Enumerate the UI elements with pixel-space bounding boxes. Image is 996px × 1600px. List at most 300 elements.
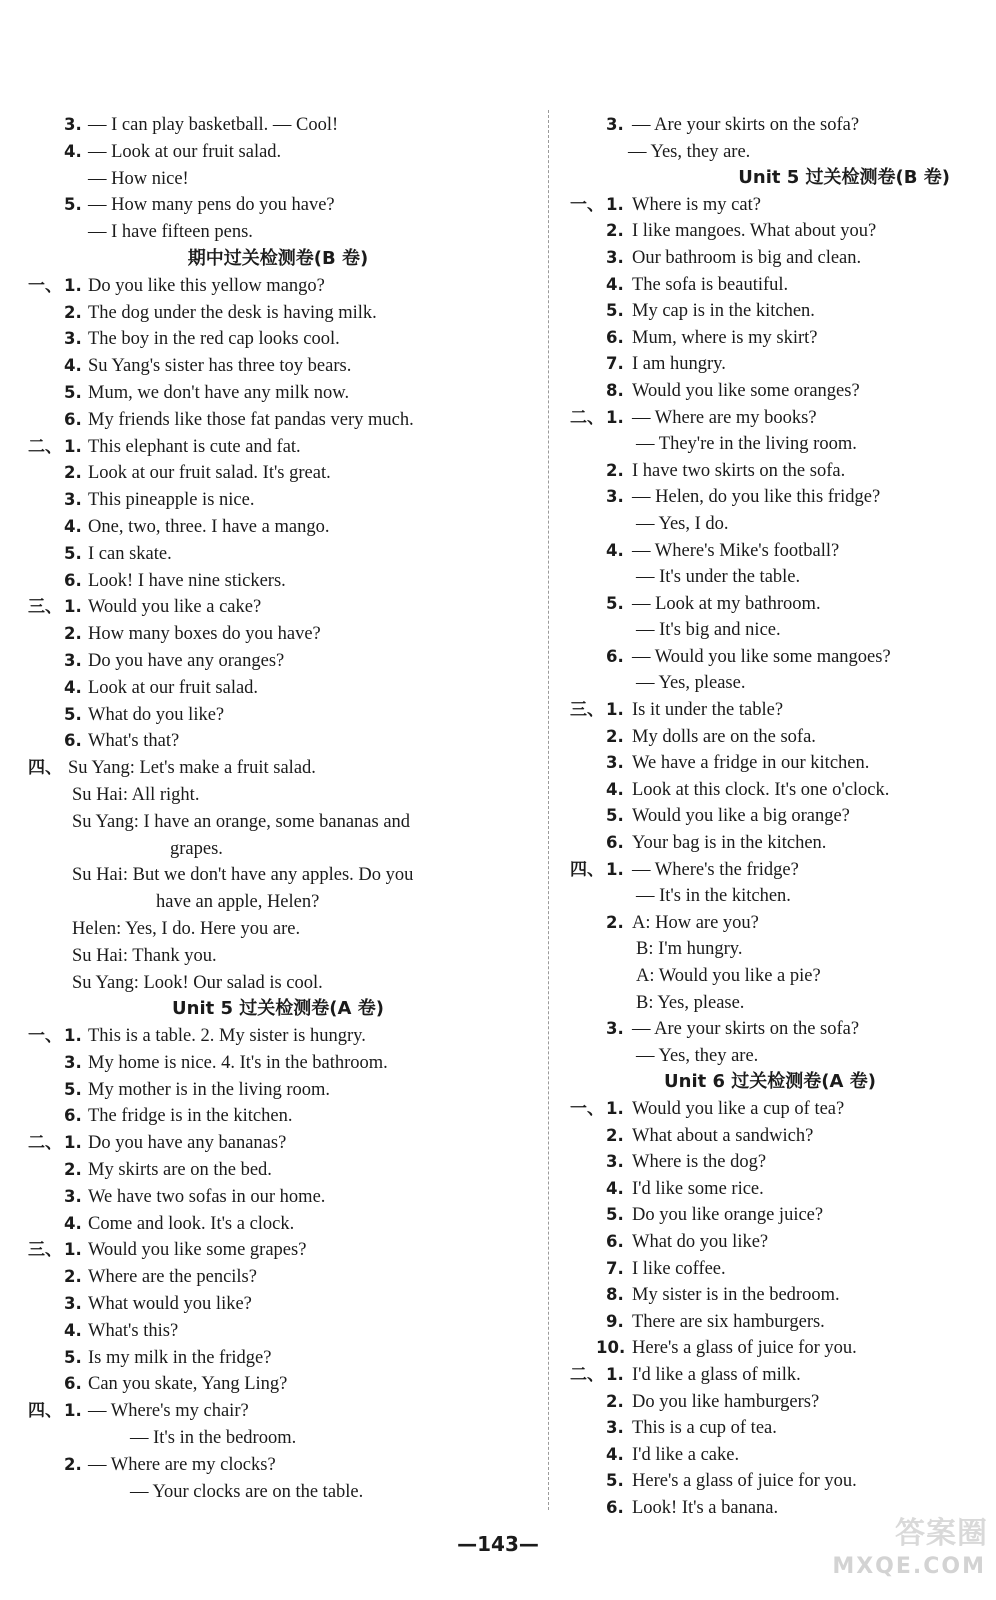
answer-line (28, 836, 528, 863)
part-label: 二、 (28, 436, 62, 457)
answer-line (570, 325, 970, 352)
answer-text: Do you like hamburgers? (632, 1391, 820, 1412)
answer-text: Su Hai: But we don't have any apples. Do you (72, 865, 414, 886)
answer-line (28, 1184, 528, 1211)
item-number: 3. (64, 1052, 82, 1072)
answer-line (28, 1291, 528, 1318)
answer-line (28, 273, 528, 300)
answer-text: This is a cup of tea. (632, 1418, 777, 1439)
item-number: 1. (64, 1240, 82, 1260)
part-label: 一、 (28, 1026, 62, 1047)
answer-text: Su Yang: Let's make a fruit salad. (68, 758, 316, 779)
answer-text: Look! I have nine stickers. (88, 570, 286, 591)
answer-text: My skirts are on the bed. (88, 1160, 272, 1181)
item-number: 3. (606, 753, 624, 773)
answer-line (28, 1237, 528, 1264)
answer-line (570, 857, 970, 884)
answer-text: — Are your skirts on the sofa? (632, 115, 860, 135)
answer-text: — Where's Mike's football? (632, 540, 840, 561)
answer-text: What's that? (88, 731, 180, 752)
item-number: 2. (64, 1454, 82, 1474)
answer-line (28, 166, 528, 193)
answer-line (28, 1103, 528, 1130)
answer-text: What about a sandwich? (632, 1125, 814, 1146)
item-number: 4. (606, 1444, 624, 1464)
answer-line (570, 1335, 970, 1362)
answer-text: My cap is in the kitchen. (632, 301, 815, 322)
part-label: 一、 (28, 275, 62, 296)
answer-text: B: I'm hungry. (636, 939, 743, 960)
answer-text: A: How are you? (632, 912, 759, 933)
item-number: 4. (606, 274, 624, 294)
answer-line (570, 1309, 970, 1336)
answer-line (28, 407, 528, 434)
answer-text: — Where are my clocks? (88, 1454, 276, 1475)
answer-text: Would you like some oranges? (632, 380, 860, 401)
answer-line (570, 750, 970, 777)
answer-text: Where is my cat? (632, 194, 761, 215)
answer-text: The sofa is beautiful. (632, 274, 789, 295)
item-number: 4. (64, 141, 82, 161)
answer-text: Your bag is in the kitchen. (632, 833, 827, 854)
answer-line (570, 1176, 970, 1203)
answer-text: Su Yang: I have an orange, some bananas and (72, 811, 411, 832)
section-title (28, 996, 528, 1023)
answer-line (28, 755, 528, 782)
item-number: 2. (606, 1125, 624, 1145)
item-number: 3. (606, 1019, 624, 1039)
part-label: 四、 (28, 1401, 62, 1422)
answer-line (570, 1389, 970, 1416)
answer-line (28, 353, 528, 380)
answer-text: Come and look. It's a clock. (88, 1213, 295, 1234)
item-number: 5. (64, 195, 82, 215)
section-heading: Unit 5 过关检测卷(A 卷) (172, 998, 384, 1020)
answer-text: I like mangoes. What about you? (632, 221, 877, 242)
answer-text: My home is nice. 4. It's in the bathroom. (88, 1052, 388, 1073)
answer-text: My sister is in the bedroom. (632, 1285, 840, 1306)
item-number: 5. (64, 1347, 82, 1367)
answer-text: — Yes, they are. (636, 1045, 759, 1066)
answer-text: What do you like? (88, 704, 225, 725)
answer-text: My dolls are on the sofa. (632, 726, 816, 747)
answer-text: — I can play basketball. — Cool! (88, 115, 339, 135)
answer-line (570, 538, 970, 565)
answer-text: Would you like some grapes? (88, 1240, 307, 1261)
part-label: 四、 (28, 758, 62, 779)
answer-line (28, 728, 528, 755)
item-number: 6. (64, 409, 82, 429)
answer-text: — It's in the kitchen. (636, 886, 791, 907)
item-number: 1. (64, 275, 82, 295)
answer-text: Su Hai: All right. (72, 784, 200, 805)
answer-line (570, 963, 970, 990)
section-title (28, 246, 528, 273)
part-label: 一、 (570, 194, 604, 215)
answer-line (28, 568, 528, 595)
item-number: 2. (606, 1391, 624, 1411)
answer-line (28, 702, 528, 729)
answer-line (570, 1016, 970, 1043)
item-number: 5. (64, 704, 82, 724)
item-number: 1. (64, 1401, 82, 1421)
item-number: 1. (64, 1133, 82, 1153)
answer-text: Can you skate, Yang Ling? (88, 1374, 288, 1395)
part-label: 一、 (570, 1098, 604, 1119)
answer-text: My friends like those fat pandas very much. (88, 409, 414, 430)
answer-text: I like coffee. (632, 1258, 726, 1279)
item-number: 6. (64, 570, 82, 590)
item-number: 1. (606, 407, 624, 427)
answer-text: Is my milk in the fridge? (88, 1347, 272, 1368)
left-column (28, 112, 528, 1505)
answer-text: — Helen, do you like this fridge? (632, 487, 881, 508)
answer-line (570, 1149, 970, 1176)
item-number: 6. (606, 327, 624, 347)
section-title (570, 1069, 970, 1096)
answer-line (28, 594, 528, 621)
answer-line (570, 697, 970, 724)
answer-text: Where are the pencils? (88, 1267, 257, 1288)
item-number: 3. (64, 1294, 82, 1314)
item-number: 2. (64, 463, 82, 483)
answer-line (28, 487, 528, 514)
answer-text: Would you like a cup of tea? (632, 1098, 845, 1119)
item-number: 4. (64, 677, 82, 697)
answer-line (28, 1318, 528, 1345)
item-number: 3. (606, 115, 624, 134)
answer-line (28, 1398, 528, 1425)
answer-line (28, 1264, 528, 1291)
item-number: 6. (606, 1497, 624, 1517)
answer-line (28, 300, 528, 327)
answer-text: I have two skirts on the sofa. (632, 460, 846, 481)
item-number: 5. (64, 543, 82, 563)
item-number: 3. (64, 1186, 82, 1206)
answer-line (570, 112, 970, 139)
item-number: 1. (64, 1026, 82, 1046)
answer-line (28, 916, 528, 943)
item-number: 1. (64, 597, 82, 617)
item-number: 3. (606, 1152, 624, 1172)
part-label: 二、 (570, 1364, 604, 1385)
item-number: 2. (64, 1267, 82, 1287)
column-divider (548, 110, 549, 1510)
answer-text: — Yes, they are. (628, 141, 751, 162)
answer-line (570, 272, 970, 299)
item-number: 6. (606, 833, 624, 853)
answer-text: I am hungry. (632, 354, 726, 375)
answer-text: — Yes, I do. (636, 513, 729, 534)
item-number: 1. (606, 700, 624, 720)
answer-text: Here's a glass of juice for you. (632, 1338, 857, 1359)
answer-line (28, 1211, 528, 1238)
item-number: 4. (606, 779, 624, 799)
item-number: 4. (64, 516, 82, 536)
answer-text: Look! It's a banana. (632, 1497, 779, 1518)
item-number: 1. (606, 1098, 624, 1118)
item-number: 6. (64, 731, 82, 751)
item-number: 10. (596, 1338, 626, 1358)
answer-text: — I have fifteen pens. (88, 222, 253, 243)
answer-line (570, 1442, 970, 1469)
answer-line (570, 1415, 970, 1442)
answer-line (570, 1468, 970, 1495)
answer-text: What would you like? (88, 1294, 252, 1315)
answer-text: What's this? (88, 1320, 179, 1341)
answer-text: Is it under the table? (632, 700, 784, 721)
item-number: 2. (606, 726, 624, 746)
section-heading: Unit 6 过关检测卷(A 卷) (664, 1071, 876, 1093)
answer-line (570, 1202, 970, 1229)
answer-text: We have two sofas in our home. (88, 1186, 326, 1207)
answer-line (28, 889, 528, 916)
answer-text: — Would you like some mangoes? (632, 646, 891, 667)
answer-line (570, 218, 970, 245)
answer-line (28, 1425, 528, 1452)
answer-line (28, 326, 528, 353)
answer-line (28, 675, 528, 702)
item-number: 4. (606, 1178, 624, 1198)
answer-text: Do you have any bananas? (88, 1133, 287, 1154)
answer-line (28, 1077, 528, 1104)
answer-text: I can skate. (88, 543, 172, 564)
part-label: 三、 (28, 597, 62, 618)
answer-line (28, 943, 528, 970)
item-number: 2. (64, 302, 82, 322)
answer-text: How many boxes do you have? (88, 624, 321, 645)
answer-line (570, 1229, 970, 1256)
answer-text: — Look at my bathroom. (632, 593, 821, 614)
answer-text: — They're in the living room. (636, 434, 857, 455)
answer-line (28, 541, 528, 568)
item-number: 7. (606, 354, 624, 374)
item-number: 8. (606, 380, 624, 400)
answer-line (28, 621, 528, 648)
answer-line (570, 511, 970, 538)
item-number: 4. (64, 1213, 82, 1233)
answer-line (28, 434, 528, 461)
answer-text: Our bathroom is big and clean. (632, 247, 862, 268)
answer-line (28, 380, 528, 407)
section-title (570, 165, 970, 192)
answer-line (570, 405, 970, 432)
answer-line (28, 1479, 528, 1506)
answer-line (570, 1043, 970, 1070)
section-heading: Unit 5 过关检测卷(B 卷) (738, 167, 950, 189)
answer-text: Su Hai: Thank you. (72, 945, 217, 966)
answer-text: I'd like some rice. (632, 1178, 764, 1199)
answer-line (570, 1256, 970, 1283)
item-number: 5. (606, 1205, 624, 1225)
answer-text: My mother is in the living room. (88, 1079, 331, 1100)
answer-text: Helen: Yes, I do. Here you are. (72, 918, 301, 939)
answer-line (570, 803, 970, 830)
answer-line (570, 777, 970, 804)
part-label: 三、 (28, 1240, 62, 1261)
answer-line (570, 458, 970, 485)
answer-text: Do you have any oranges? (88, 650, 285, 671)
answer-line (28, 1023, 528, 1050)
answer-line (570, 192, 970, 219)
watermark-logo: 答案圈 (895, 1516, 988, 1551)
item-number: 5. (64, 1079, 82, 1099)
item-number: 2. (606, 460, 624, 480)
answer-line (28, 1371, 528, 1398)
answer-text: What do you like? (632, 1231, 769, 1252)
answer-line (28, 1130, 528, 1157)
item-number: 3. (64, 329, 82, 349)
item-number: 4. (64, 1320, 82, 1340)
answer-text: grapes. (170, 838, 223, 859)
item-number: 5. (606, 806, 624, 826)
answer-line (28, 112, 528, 139)
answer-line (570, 1282, 970, 1309)
answer-line (570, 936, 970, 963)
answer-line (28, 648, 528, 675)
answer-text: — It's in the bedroom. (130, 1428, 297, 1449)
item-number: 5. (606, 593, 624, 613)
answer-line (570, 1123, 970, 1150)
item-number: 6. (606, 646, 624, 666)
answer-line (28, 192, 528, 219)
answer-text: Su Yang's sister has three toy bears. (88, 356, 352, 377)
part-label: 三、 (570, 700, 604, 721)
answer-text: The boy in the red cap looks cool. (88, 329, 340, 350)
answer-line (570, 670, 970, 697)
answer-text: — Where's the fridge? (632, 859, 799, 880)
answer-text: The dog under the desk is having milk. (88, 302, 377, 323)
answer-line (28, 862, 528, 889)
answer-line (570, 1096, 970, 1123)
answer-line (570, 591, 970, 618)
item-number: 2. (606, 912, 624, 932)
answer-line (28, 809, 528, 836)
item-number: 1. (606, 1364, 624, 1384)
answer-line (570, 378, 970, 405)
item-number: 6. (64, 1374, 82, 1394)
answer-text: — It's big and nice. (636, 620, 781, 641)
answer-line (28, 139, 528, 166)
answer-text: Su Yang: Look! Our salad is cool. (72, 972, 323, 993)
answer-line (28, 514, 528, 541)
answer-text: — How nice! (88, 168, 189, 189)
watermark-url: MXQE.COM (832, 1554, 986, 1579)
answer-text: Look at this clock. It's one o'clock. (632, 779, 890, 800)
answer-text: Mum, we don't have any milk now. (88, 382, 350, 403)
answer-line (28, 970, 528, 997)
answer-line (570, 431, 970, 458)
answer-line (570, 910, 970, 937)
answer-text: The fridge is in the kitchen. (88, 1106, 293, 1127)
answer-text: Look at our fruit salad. (88, 677, 259, 698)
item-number: 3. (64, 650, 82, 670)
answer-text: — It's under the table. (636, 567, 801, 588)
item-number: 3. (64, 115, 82, 134)
answer-text: — Are your skirts on the sofa? (632, 1019, 860, 1040)
answer-text: Would you like a big orange? (632, 806, 850, 827)
answer-text: have an apple, Helen? (156, 892, 320, 913)
answer-text: This pineapple is nice. (88, 490, 255, 511)
answer-text: Look at our fruit salad. It's great. (88, 463, 331, 484)
answer-text: I'd like a glass of milk. (632, 1364, 801, 1385)
answer-line (570, 245, 970, 272)
item-number: 5. (64, 382, 82, 402)
answer-text: There are six hamburgers. (632, 1311, 825, 1332)
answer-text: I'd like a cake. (632, 1444, 740, 1465)
answer-line (570, 139, 970, 166)
answer-line (570, 883, 970, 910)
item-number: 5. (606, 1471, 624, 1491)
item-number: 8. (606, 1285, 624, 1305)
answer-line (28, 1157, 528, 1184)
item-number: 4. (64, 356, 82, 376)
answer-line (570, 644, 970, 671)
item-number: 3. (606, 1418, 624, 1438)
answer-line (570, 617, 970, 644)
item-number: 4. (606, 540, 624, 560)
item-number: 1. (606, 194, 624, 214)
item-number: 3. (64, 490, 82, 510)
item-number: 6. (64, 1106, 82, 1126)
part-label: 二、 (28, 1133, 62, 1154)
answer-text: Would you like a cake? (88, 597, 262, 618)
answer-text: This is a table. 2. My sister is hungry. (88, 1026, 366, 1047)
answer-text: — How many pens do you have? (88, 195, 335, 216)
answer-text: B: Yes, please. (636, 992, 745, 1013)
item-number: 2. (606, 221, 624, 241)
item-number: 5. (606, 301, 624, 321)
answer-text: A: Would you like a pie? (636, 966, 821, 986)
answer-text: Mum, where is my skirt? (632, 327, 818, 348)
item-number: 1. (64, 436, 82, 456)
part-label: 二、 (570, 407, 604, 428)
item-number: 7. (606, 1258, 624, 1278)
answer-line (570, 484, 970, 511)
answer-text: Here's a glass of juice for you. (632, 1471, 857, 1492)
answer-text: — Where's my chair? (88, 1401, 249, 1422)
item-number: 1. (606, 859, 624, 879)
answer-text: — Yes, please. (636, 673, 746, 694)
answer-text: This elephant is cute and fat. (88, 436, 301, 457)
answer-text: — Your clocks are on the table. (130, 1481, 364, 1502)
answer-line (570, 724, 970, 751)
answer-line (570, 564, 970, 591)
answer-line (28, 219, 528, 246)
answer-text: Where is the dog? (632, 1152, 767, 1173)
answer-line (28, 782, 528, 809)
answer-text: Do you like orange juice? (632, 1205, 824, 1226)
item-number: 6. (606, 1231, 624, 1251)
item-number: 2. (64, 624, 82, 644)
item-number: 3. (606, 247, 624, 267)
answer-text: Do you like this yellow mango? (88, 275, 325, 296)
page-number: —143— (457, 1532, 539, 1556)
answer-text: — Where are my books? (632, 407, 817, 428)
right-column (570, 112, 970, 1521)
answer-text: We have a fridge in our kitchen. (632, 753, 870, 774)
part-label: 四、 (570, 859, 604, 880)
answer-line (28, 1345, 528, 1372)
answer-text: — Look at our fruit salad. (88, 141, 282, 162)
answer-line (28, 460, 528, 487)
answer-line (570, 830, 970, 857)
item-number: 9. (606, 1311, 624, 1331)
answer-line (28, 1452, 528, 1479)
answer-line (570, 1362, 970, 1389)
answer-line (570, 298, 970, 325)
answer-text: One, two, three. I have a mango. (88, 516, 330, 537)
